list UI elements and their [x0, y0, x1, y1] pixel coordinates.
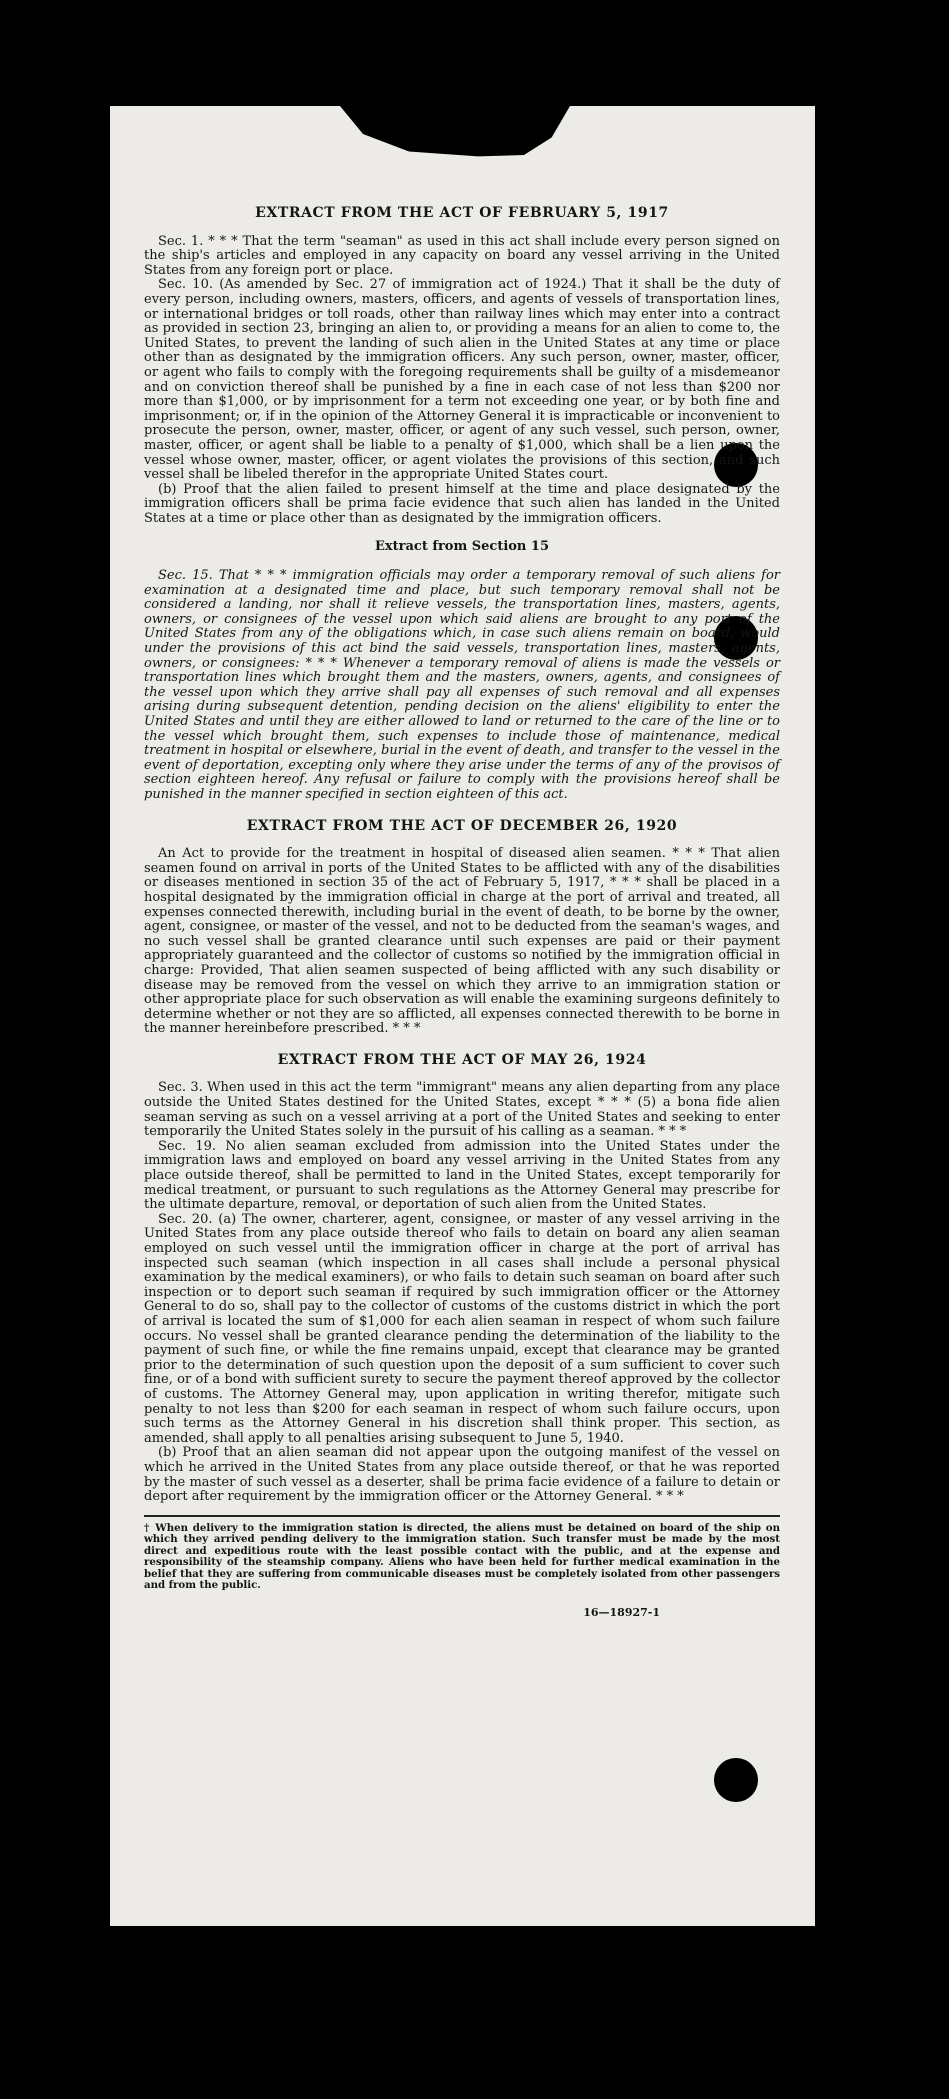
proof-paragraph: (b) Proof that the alien failed to present himself at the time and place designated by the immigration officers shall be prima facie evidence that such alien has landed in the United States at a time or place other than as designated by the immigration officers. — [144, 481, 780, 526]
section-10-paragraph: Sec. 10. (As amended by Sec. 27 of immigration act of 1924.) That it shall be the duty of every person, including owners, masters, officers, and agents of vessels of transportation lines, or international bridges or toll roads, other than railway lines which may enter into a contract as provided in section 23, bringing an alien to, or providing a means for an alien to come to, the United States, to prevent the landing of such alien in the United States at any time or place other than as designated by the immigration officers. Any such person, owner, master, officer, or agent who fails to comply with the foregoing requirements shall be guilty of a misdemeanor and on conviction thereof shall be punished by a fine in each case of not less than $200 nor more than $1,000, or by imprisonment for a term not exceeding one year, or by both fine and imprisonment; or, if in the opinion of the Attorney General it is impracticable or inconvenient to prosecute the person, owner, master, officer, or agent of any such vessel, such person, owner, master, officer, or agent shall be liable to a penalty of $1,000, which shall be a lien upon the vessel whose owner, master, officer, or agent violates the provisions of this section, and such vessel shall be libeled therefor in the appropriate United States court. — [144, 277, 780, 483]
heading-act-1920: EXTRACT FROM THE ACT OF DECEMBER 26, 1920 — [246, 817, 678, 834]
footnote: † When delivery to the immigration station is directed, the aliens must be detained on board of the ship on which they arrived pending delivery to the immigration station. Such transfer must be made by the most direct and expeditious route with the least possible contact with the public, and at the expense and responsibility of the steamship company. Aliens who have been held for further medical examination in the belief that they are suffering from communicable diseases must be completely isolated from other passengers and from the public. — [144, 1521, 780, 1592]
section-3-paragraph: Sec. 3. When used in this act the term "immigrant" means any alien departing from any place outside the United States destined for the United States, except * * * (5) a bona fide alien seaman serving as such on a vessel arriving at a port of the United States and seeking to enter temporarily the United States solely in the pursuit of his calling as a seaman. * * * — [144, 1080, 780, 1140]
section-19-paragraph: Sec. 19. No alien seaman excluded from admission into the United States under the immigration laws and employed on board any vessel arriving in the United States from any place outside thereof, shall be permitted to land in the United States, except temporarily for medical treatment, or pursuant to such regulations as the Attorney General may prescribe for the ultimate departure, removal, or deportation of such alien from the United States. — [144, 1138, 780, 1213]
section-1-paragraph: Sec. 1. * * * That the term "seaman" as used in this act shall include every person signed on the ship's articles and employed in any capacity on board any vessel arriving in the United States from any foreign port or place. — [144, 233, 780, 278]
act-1920-paragraph: An Act to provide for the treatment in hospital of diseased alien seamen. * * * That alien seamen found on arrival in ports of the United States to be afflicted with any of the disabilities or diseases mentioned in section 35 of the act of February 5, 1917, * * * shall be placed in a hospital designated by the immigration official in charge at the port of arrival and treated, all expenses connected therewith, including burial in the event of death, to be borne by the owner, agent, consignee, or master of the vessel, and not to be deducted from the seaman's wages, and no such vessel shall be granted clearance until such expenses are paid or their payment appropriately guaranteed and the collector of customs so notified by the immigration official in charge: Provided, That alien seamen suspected of being afflicted with any such disability or disease may be removed from the vessel on which they arrive to an immigration station or other appropriate place for such observation as will enable the examining surgeons definitely to determine whether or not they are so afflicted, all expenses connected therewith to be borne in the manner hereinbefore prescribed. * * * — [144, 846, 780, 1037]
document-page — [110, 106, 815, 1926]
heading-section-15: Extract from Section 15 — [374, 539, 550, 555]
section-20-paragraph: Sec. 20. (a) The owner, charterer, agent, consignee, or master of any vessel arriving in the United States from any place outside thereof who fails to detain on board any alien seaman employed on such vessel until the immigration officer in charge at the port of arrival has inspected such seaman (which inspection in all cases shall include a personal physical examination by the medical examiners), or who fails to detain such seaman on board after such inspection or to deport such seaman if required by such immigration officer or the Attorney General to do so, shall pay to the collector of customs of the customs district in which the port of arrival is located the sum of $1,000 for each alien seaman in respect of whom such failure occurs. No vessel shall be granted clearance pending the determination of the liability to the payment of such fine, or while the fine remains unpaid, except that clearance may be granted prior to the determination of such question upon the deposit of a sum sufficient to cover such fine, or of a bond with sufficient surety to secure the payment thereof approved by the collector of customs. The Attorney General may, upon application in writing therefor, mitigate such penalty to not less than $200 for each seaman in respect of whom such failure occurs, upon such terms as the Attorney General in his discretion shall think proper. This section, as amended, shall apply to all penalties arising subsequent to June 5, 1940. — [144, 1211, 780, 1446]
section-15-paragraph: Sec. 15. That * * * immigration officials may order a temporary removal of such aliens for examination at a designated time and place, but such temporary removal shall not be considered a landing, nor shall it relieve vessels, the transportation lines, masters, agents, owners, or consignees of the vessel upon which said aliens are brought to any port of the United States from any of the obligations which, in case such aliens remain on board, would under the provisions of this act bind the said vessels, transportation lines, masters, agents, owners, or consignees: * * * Whenever a temporary removal of aliens is made the vessels or transportation lines which brought them and the masters, owners, agents, and consignees of the vessel upon which they arrive shall pay all expenses of such removal and all expenses arising during subsequent detention, pending decision on the aliens' eligibility to enter the United States and until they are either allowed to land or returned to the care of the line or to the vessel which brought them, such expenses to include those of maintenance, medical treatment in hospital or elsewhere, burial in the event of death, and transfer to the vessel in the event of deportation, excepting only where they arise under the terms of any of the provisos of section eighteen hereof. Any refusal or failure to comply with the provisions hereof shall be punished in the manner specified in section eighteen of this act. — [144, 568, 780, 802]
section-20b-paragraph: (b) Proof that an alien seaman did not appear upon the outgoing manifest of the vessel on which he arrived in the United States from any place outside thereof, or that he was reported by the master of such vessel as a deserter, shall be prima facie evidence of a failure to detain or deport after requirement by the immigration officer or the Attorney General. * * * — [144, 1445, 780, 1505]
divider — [144, 1515, 780, 1517]
heading-act-1924: EXTRACT FROM THE ACT OF MAY 26, 1924 — [277, 1051, 647, 1068]
heading-act-1917: EXTRACT FROM THE ACT OF FEBRUARY 5, 1917 — [255, 205, 669, 221]
torn-notch — [340, 106, 570, 176]
document-body — [144, 206, 780, 1620]
form-code: 16—18927-1 — [583, 1605, 660, 1619]
punch-hole — [714, 1758, 758, 1802]
